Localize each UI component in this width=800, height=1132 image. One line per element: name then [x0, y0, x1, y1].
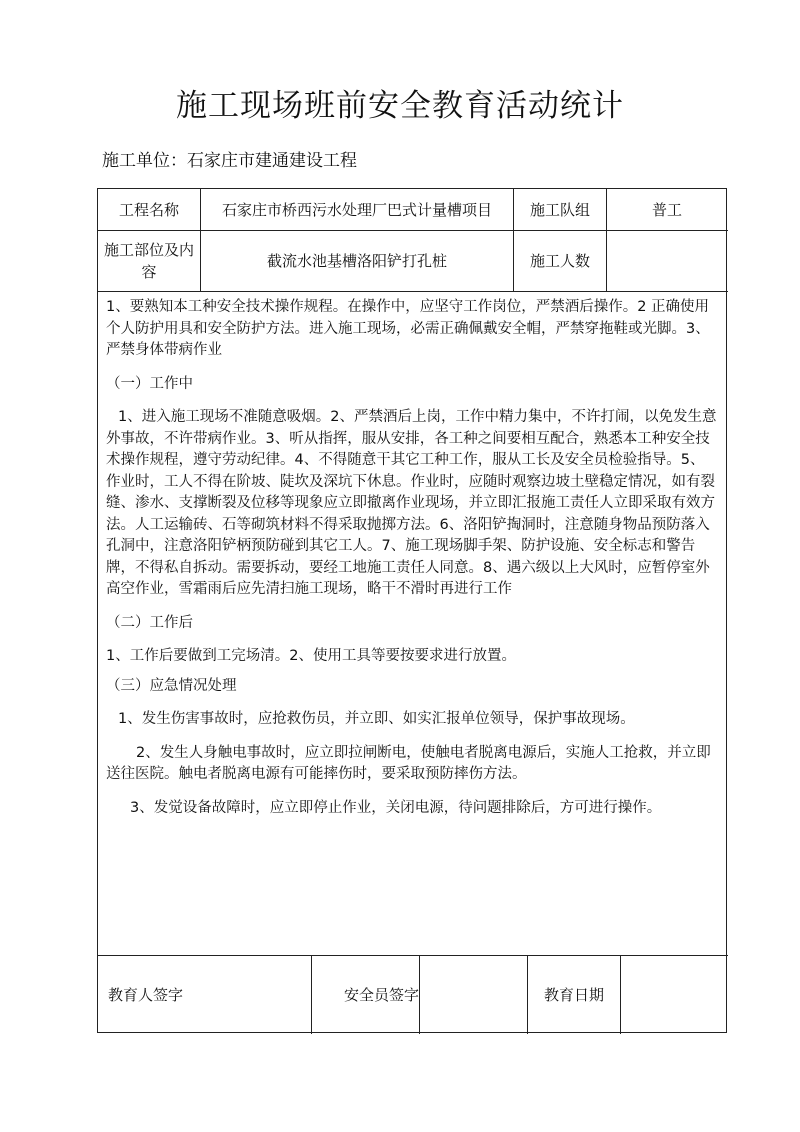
- educator-signature-label: 教育人签字: [108, 986, 184, 1004]
- section-body: 1、工作后要做到工完场清。2、使用工具等要按要求进行放置。: [106, 648, 516, 664]
- location-value[interactable]: 截流水池基槽洛阳铲打孔桩: [266, 252, 447, 270]
- section-heading: （三）应急情况处理: [106, 677, 237, 694]
- safety-officer-signature-label: 安全员签字: [343, 986, 419, 1004]
- project-name-value[interactable]: 石家庄市桥西污水处理厂巴式计量槽项目: [221, 200, 492, 219]
- location-label: 施工部位及内容: [103, 241, 194, 281]
- project-name-label: 工程名称: [118, 200, 179, 219]
- education-date-label: 教育日期: [543, 986, 604, 1004]
- team-value[interactable]: 普工: [651, 200, 682, 219]
- emergency-item: 3、发觉设备故障时，应立即停止作业，关闭电源，待问题排除后，方可进行操作。: [130, 799, 662, 816]
- document-title: 施工现场班前安全教育活动统计: [176, 88, 624, 124]
- section-body: 1、进入施工现场不准随意吸烟。2、严禁酒后上岗，工作中精力集中，不许打闹，以免发生意外事故，不许带病作业。3、听从指挥，服从安排，各工种之间要相互配合，熟悉本工种安全技术操作规程，遵守劳动纪律。4、不得随意干其它工种工作，服从工长及安全员检验指导。5、作业时，工人不得在阶坡、陡坎及深坑下休息。作业时，应随时观察边坡土壁稳定情况，如有裂缝、渗水、支撑断裂及位移等现象应立即撤离作业现场，并立即汇报施工责任人立即采取有效方法。人工运输砖、石等砌筑材料不得采取抛掷方法。6、洛阳铲掏洞时，注意随身物品预防落入孔洞中，注意洛阳铲柄预防碰到其它工人。7、施工现场脚手架、防护设施、安全标志和警告牌，不得私自拆动。需要拆动，要经工地施工责任人同意。8、遇六级以上大风时，应暂停室外高空作业，雪霜雨后应先清扫施工现场，略干不滑时再进行工作: [106, 409, 717, 597]
- safety-officer-signature-field[interactable]: [420, 956, 527, 1034]
- emergency-item: 2、发生人身触电事故时，应立即拉闸断电，使触电者脱离电源后，实施人工抢救，并立即送往医院。触电者脱离电源有可能摔伤时，要采取预防摔伤方法。: [106, 744, 711, 782]
- safety-content: [98, 291, 728, 955]
- construction-unit: 施工单位：石家庄市建通建设工程: [102, 151, 357, 171]
- emergency-item: 1、发生伤害事故时，应抢救伤员，并立即、如实汇报单位领导，保护事故现场。: [118, 711, 635, 727]
- safety-education-form: [97, 188, 727, 1033]
- headcount-label: 施工人数: [529, 252, 590, 270]
- education-date-field[interactable]: [621, 956, 727, 1034]
- section-heading: （二）工作后: [106, 614, 193, 631]
- team-label: 施工队组: [529, 200, 590, 219]
- section-heading: （一）工作中: [106, 375, 193, 392]
- headcount-value[interactable]: [607, 231, 727, 291]
- intro-paragraph: 1、要熟知本工种安全技术操作规程。在操作中，应坚守工作岗位，严禁酒后操作。2 正确使用个人防护用具和安全防护方法。进入施工现场，必需正确佩戴安全帽，严禁穿拖鞋或光脚。3、严禁身体带病作业: [106, 299, 710, 358]
